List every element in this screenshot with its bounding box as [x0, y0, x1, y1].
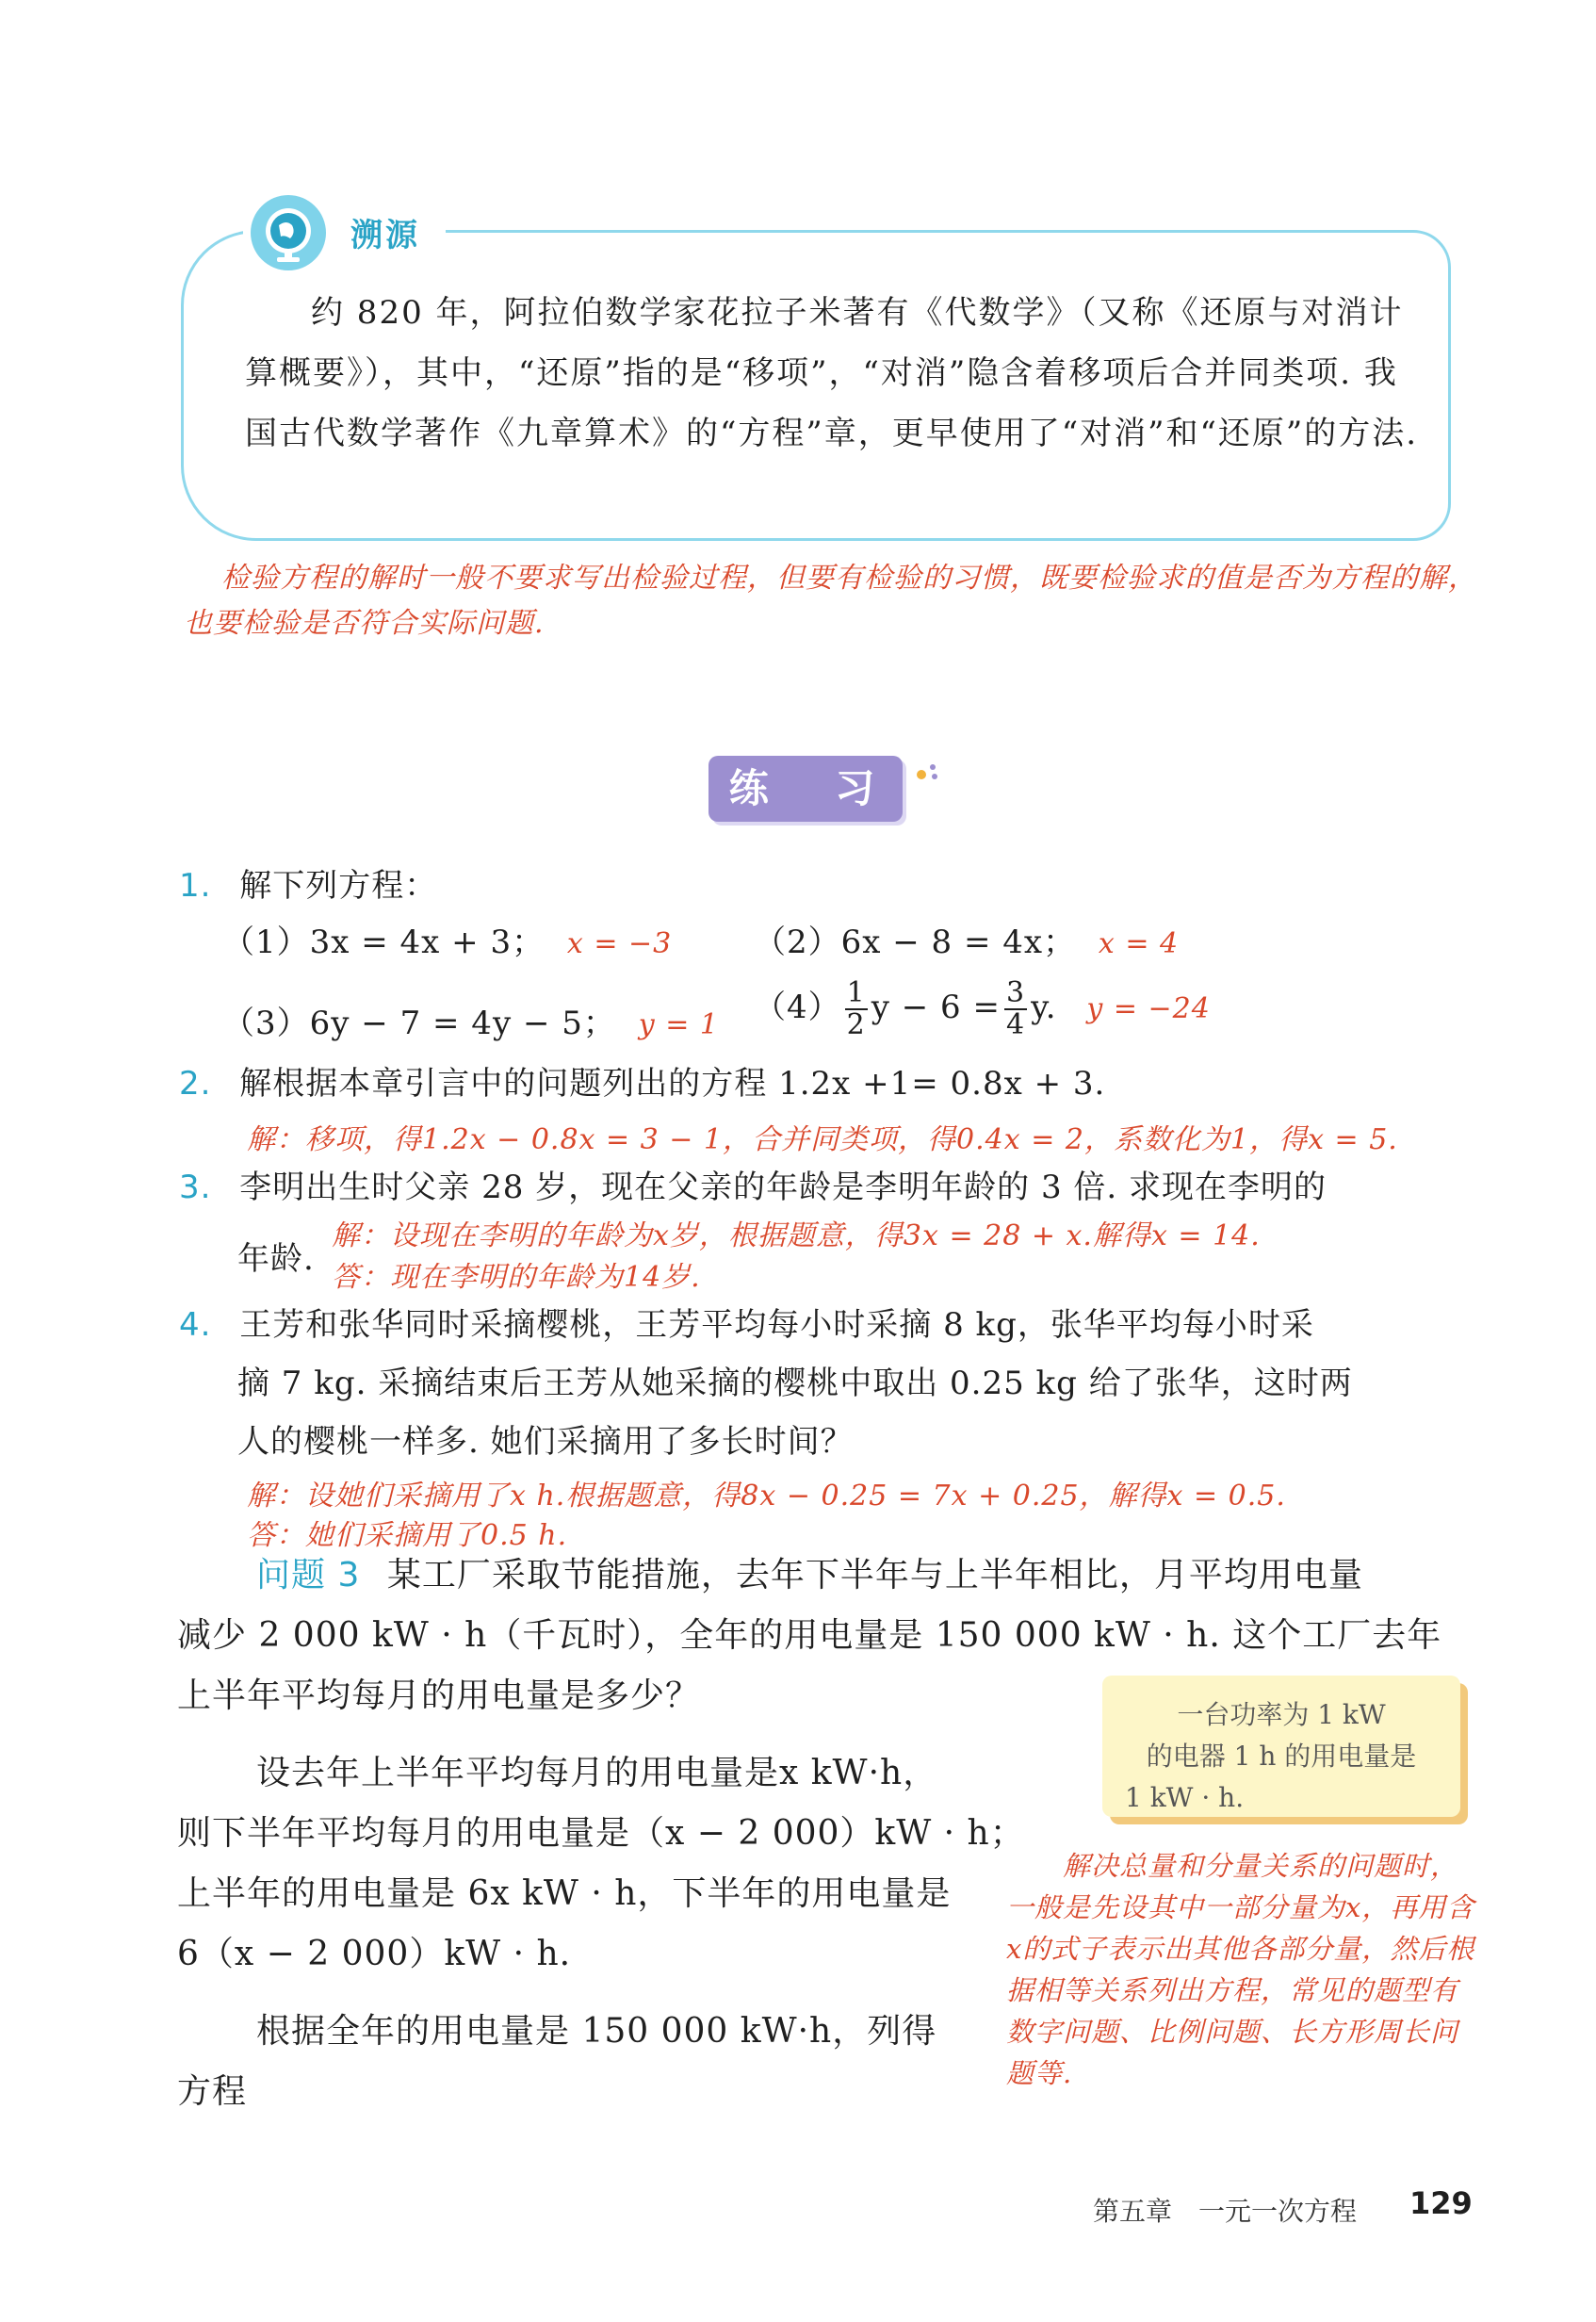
question-number: 3.: [179, 1169, 212, 1206]
equation-text-mid: y − 6 =: [871, 989, 1001, 1026]
question-4-text-2: 摘 7 kg. 采摘结束后王芳从她采摘的樱桃中取出 0.25 kg 给了张华，这时两: [237, 1365, 1353, 1402]
origin-box-title: 溯源: [350, 217, 420, 254]
side-info-box: [1102, 1676, 1460, 1817]
teacher-side-note: 解决总量和分量关系的问题时，一般是先设其中一部分量为x，再用含x的式子表示出其他各部分量，然后根据相等关系列出方程，常见的题型有数字问题、比例问题、长方形周长问题等.: [1006, 1850, 1475, 2089]
question-2: [179, 1057, 1105, 1104]
fraction-three-quarters: $\frac{3}{4}$: [1005, 976, 1026, 1041]
globe-icon: [249, 193, 328, 272]
problem-label: 问题 3: [256, 1556, 361, 1594]
question-4-answer-1: 解：设她们采摘用了x h.根据题意，得8x − 0.25 = 7x + 0.25，解得x = 0.5.: [247, 1480, 1286, 1513]
question-number: 4.: [179, 1306, 212, 1344]
equation-text: （2）6x − 8 = 4x；: [754, 924, 1077, 961]
solution-line-6: 方程: [177, 2072, 248, 2111]
problem-3-line-2: 减少 2 000 kW · h（千瓦时），全年的用电量是 150 000 kW · h. 这个工厂去年: [177, 1616, 1442, 1655]
chapter-footer: 第五章 一元一次方程: [1093, 2196, 1358, 2227]
solution-line-2: 则下半年平均每月的用电量是（x − 2 000）kW · h；: [177, 1814, 1025, 1853]
question-number: 2.: [179, 1065, 212, 1103]
question-3-answer-2: 答：现在李明的年龄为14岁.: [332, 1261, 701, 1294]
question-text: 王芳和张华同时采摘樱桃，王芳平均每小时采摘 8 kg，张华平均每小时采: [239, 1306, 1314, 1344]
question-4-answer-2: 答：她们采摘用了0.5 h.: [247, 1519, 568, 1552]
equation-3: [222, 997, 719, 1043]
problem-text: 某工厂采取节能措施，去年下半年与上半年相比，月平均用电量: [386, 1556, 1363, 1594]
side-info-line-3: 1 kW · h.: [1125, 1782, 1245, 1813]
side-info-line-1: 一台功率为 1 kW: [1177, 1699, 1386, 1730]
fraction-one-half: $\frac{1}{2}$: [846, 976, 866, 1041]
question-4: [179, 1299, 1314, 1345]
equation-2: [754, 916, 1179, 962]
problem-3-line-1: [256, 1545, 1363, 1606]
question-3-text-2: 年龄.: [237, 1240, 315, 1278]
solution-line-5: 根据全年的用电量是 150 000 kW·h，列得: [256, 2012, 937, 2051]
question-number: 1.: [179, 867, 212, 905]
solution-line-4: 6（x − 2 000）kW · h.: [177, 1935, 572, 1973]
question-4-text-3: 人的樱桃一样多. 她们采摘用了多长时间？: [237, 1423, 854, 1461]
question-3-answer-1: 解：设现在李明的年龄为x岁，根据题意，得3x = 28 + x.解得x = 14.: [332, 1219, 1261, 1252]
equation-answer: x = −3: [566, 927, 673, 960]
equation-text-post: y.: [1031, 989, 1057, 1026]
decorative-dots-icon: [914, 760, 942, 782]
equation-text-pre: （4）: [754, 989, 841, 1026]
origin-box-text: 约 820 年，阿拉伯数学家花拉子米著有《代数学》（又称《还原与对消计算概要》），其中，“还原”指的是“移项”，“对消”隐含着移项后合并同类项. 我国古代数学著作《九章算术》的“方程”章，更早使用了“对消”和“还原”的方法.: [245, 294, 1419, 452]
practice-badge: 练 习: [708, 756, 903, 822]
teacher-note-top: 检验方程的解时一般不要求写出检验过程，但要有检验的习惯，既要检验求的值是否为方程的解，也要检验是否符合实际问题.: [184, 562, 1477, 640]
problem-3-line-3: 上半年平均每月的用电量是多少？: [177, 1676, 701, 1715]
side-info-line-2: 的电器 1 h 的用电量是: [1146, 1741, 1417, 1772]
page-number: 129: [1409, 2185, 1473, 2221]
equation-answer: x = 4: [1098, 927, 1180, 960]
question-1: [179, 859, 437, 906]
question-3: [179, 1161, 1327, 1207]
equation-answer: y = −24: [1086, 992, 1211, 1025]
equation-answer: y = 1: [638, 1008, 719, 1041]
equation-1: [222, 916, 672, 962]
question-text: 解下列方程：: [239, 867, 438, 905]
equation-text: （1）3x = 4x + 3；: [222, 924, 546, 961]
question-text: 解根据本章引言中的问题列出的方程 1.2x +1= 0.8x + 3.: [239, 1065, 1106, 1103]
question-text: 李明出生时父亲 28 岁，现在父亲的年龄是李明年龄的 3 倍. 求现在李明的: [239, 1169, 1327, 1206]
solution-line-3: 上半年的用电量是 6x kW · h，下半年的用电量是: [177, 1874, 952, 1913]
solution-line-1: 设去年上半年平均每月的用电量是x kW·h，: [256, 1754, 938, 1792]
equation-text: （3）6y − 7 = 4y − 5；: [222, 1005, 616, 1042]
equation-4: [754, 978, 1211, 1040]
question-2-answer: 解：移项，得1.2x − 0.8x = 3 − 1，合并同类项，得0.4x = 2，系数化为1，得x = 5.: [247, 1123, 1398, 1156]
